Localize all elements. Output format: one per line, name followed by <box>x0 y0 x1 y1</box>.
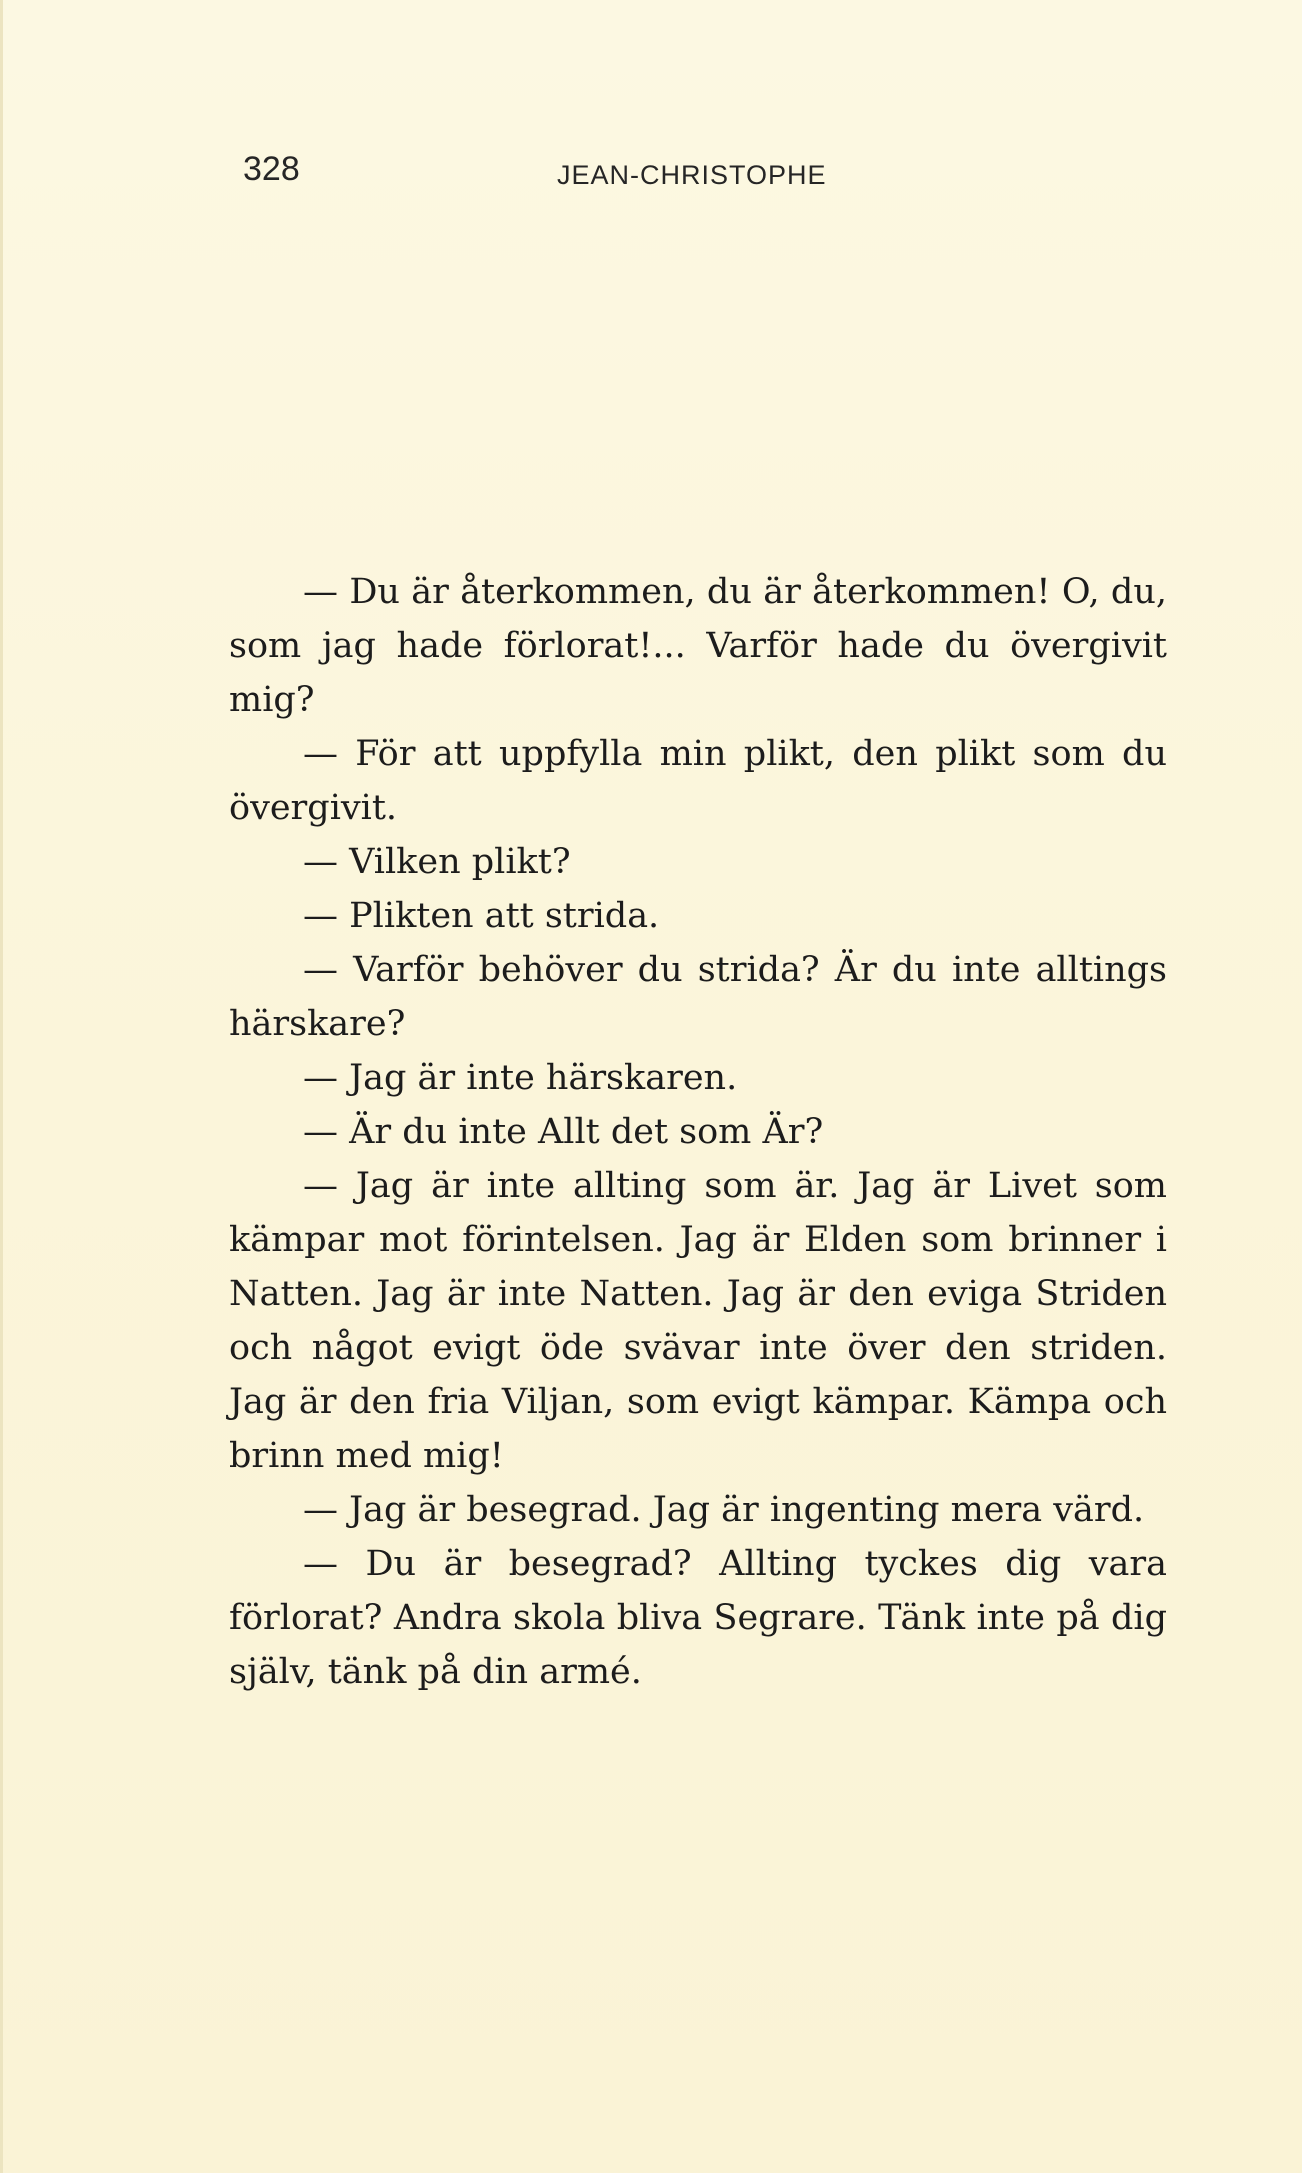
page-header <box>243 150 1163 200</box>
page-number: 328 <box>243 150 300 188</box>
paragraph: — För att uppfylla min plikt, den plikt som du övergivit. <box>229 734 1167 828</box>
paragraph: — Varför behöver du strida? Är du inte alltings härskare? <box>229 950 1167 1044</box>
paragraph: — Jag är besegrad. Jag är ingenting mera värd. <box>303 1490 1145 1530</box>
paragraph: — Du är besegrad? Allting tyckes dig vara förlorat? Andra skola bliva Segrare. Tänk inte på dig själv, tänk på din armé. <box>229 1544 1167 1692</box>
body-text <box>229 565 1167 1699</box>
paragraph: — Plikten att strida. <box>303 896 660 936</box>
running-title: JEAN-CHRISTOPHE <box>557 160 827 190</box>
paragraph: — Är du inte Allt det som Är? <box>303 1112 824 1152</box>
paragraph: — Jag är inte allting som är. Jag är Livet som kämpar mot förintelsen. Jag är Elden som brinner i Natten. Jag är inte Natten. Jag är den eviga Striden och något evigt öde svävar inte över den striden. Jag är den fria Viljan, som evigt kämpar. Kämpa och brinn med mig! <box>229 1166 1167 1476</box>
paragraph: — Du är återkommen, du är återkommen! O, du, som jag hade förlorat!... Varför hade du övergivit mig? <box>229 572 1167 720</box>
paragraph: — Vilken plikt? <box>303 842 571 882</box>
paragraph: — Jag är inte härskaren. <box>303 1058 738 1098</box>
